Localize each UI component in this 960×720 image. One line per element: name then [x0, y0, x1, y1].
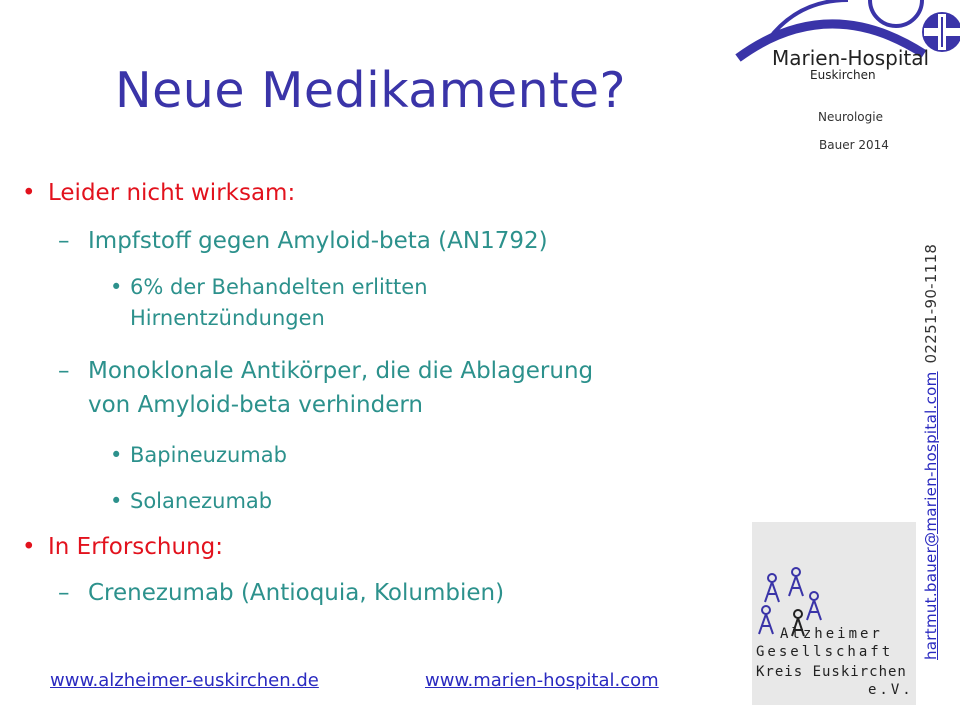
bullet-text: Leider nicht wirksam: [48, 180, 296, 206]
bullet-text-line: Monoklonale Antikörper, die die Ablagerung [88, 358, 594, 384]
bullet-text: Bapineuzumab [130, 443, 287, 467]
bullet-marker: • [110, 275, 123, 299]
contact-vertical [922, 244, 940, 660]
bullet-level2 [58, 224, 548, 258]
bullet-marker: • [110, 443, 123, 467]
bullet-text-line: von Amyloid-beta verhindern [88, 392, 423, 418]
slide-title: Neue Medikamente? [115, 62, 627, 119]
dash-marker: – [58, 228, 70, 254]
alzheimer-logo-line1: Alzheimer [780, 626, 883, 642]
alzheimer-logo-line3: Kreis Euskirchen [756, 664, 907, 680]
alzheimer-euskirchen-link[interactable]: www.alzheimer-euskirchen.de [50, 670, 319, 691]
bullet-text-line: Hirnentzündungen [130, 306, 325, 330]
hospital-name: Marien-Hospital [772, 46, 930, 70]
bullet-text: In Erforschung: [48, 534, 223, 560]
bullet-level1 [22, 534, 223, 560]
alzheimer-society-logo [752, 522, 916, 705]
bullet-marker: • [22, 180, 36, 206]
bullet-marker: • [22, 534, 36, 560]
bullet-text-line: 6% der Behandelten erlitten [130, 275, 428, 299]
bullet-marker: • [110, 489, 123, 513]
bullet-level2 [58, 354, 593, 422]
author-year-label: Bauer 2014 [819, 138, 889, 152]
hospital-logo [728, 0, 960, 90]
bullet-level3 [110, 440, 287, 471]
bullet-level2 [58, 576, 504, 610]
bullet-text: Impfstoff gegen Amyloid-beta (AN1792) [88, 228, 548, 254]
department-label: Neurologie [818, 110, 883, 124]
bullet-level3 [110, 272, 428, 334]
dash-marker: – [58, 580, 70, 606]
bullet-level3 [110, 486, 272, 517]
bullet-level1 [22, 180, 295, 206]
marien-hospital-link[interactable]: www.marien-hospital.com [425, 670, 659, 691]
bullet-text: Solanezumab [130, 489, 273, 513]
alzheimer-logo-line2: Gesellschaft [756, 644, 894, 660]
phone-number: 02251-90-1118 [922, 243, 940, 364]
dash-marker: – [58, 358, 70, 384]
email-link[interactable]: hartmut.bauer@marien-hospital.com [922, 371, 940, 660]
alzheimer-logo-line4: e.V. [868, 682, 914, 698]
bullet-text: Crenezumab (Antioquia, Kolumbien) [88, 580, 505, 606]
hospital-city: Euskirchen [810, 68, 876, 82]
figures-icon [752, 522, 916, 642]
